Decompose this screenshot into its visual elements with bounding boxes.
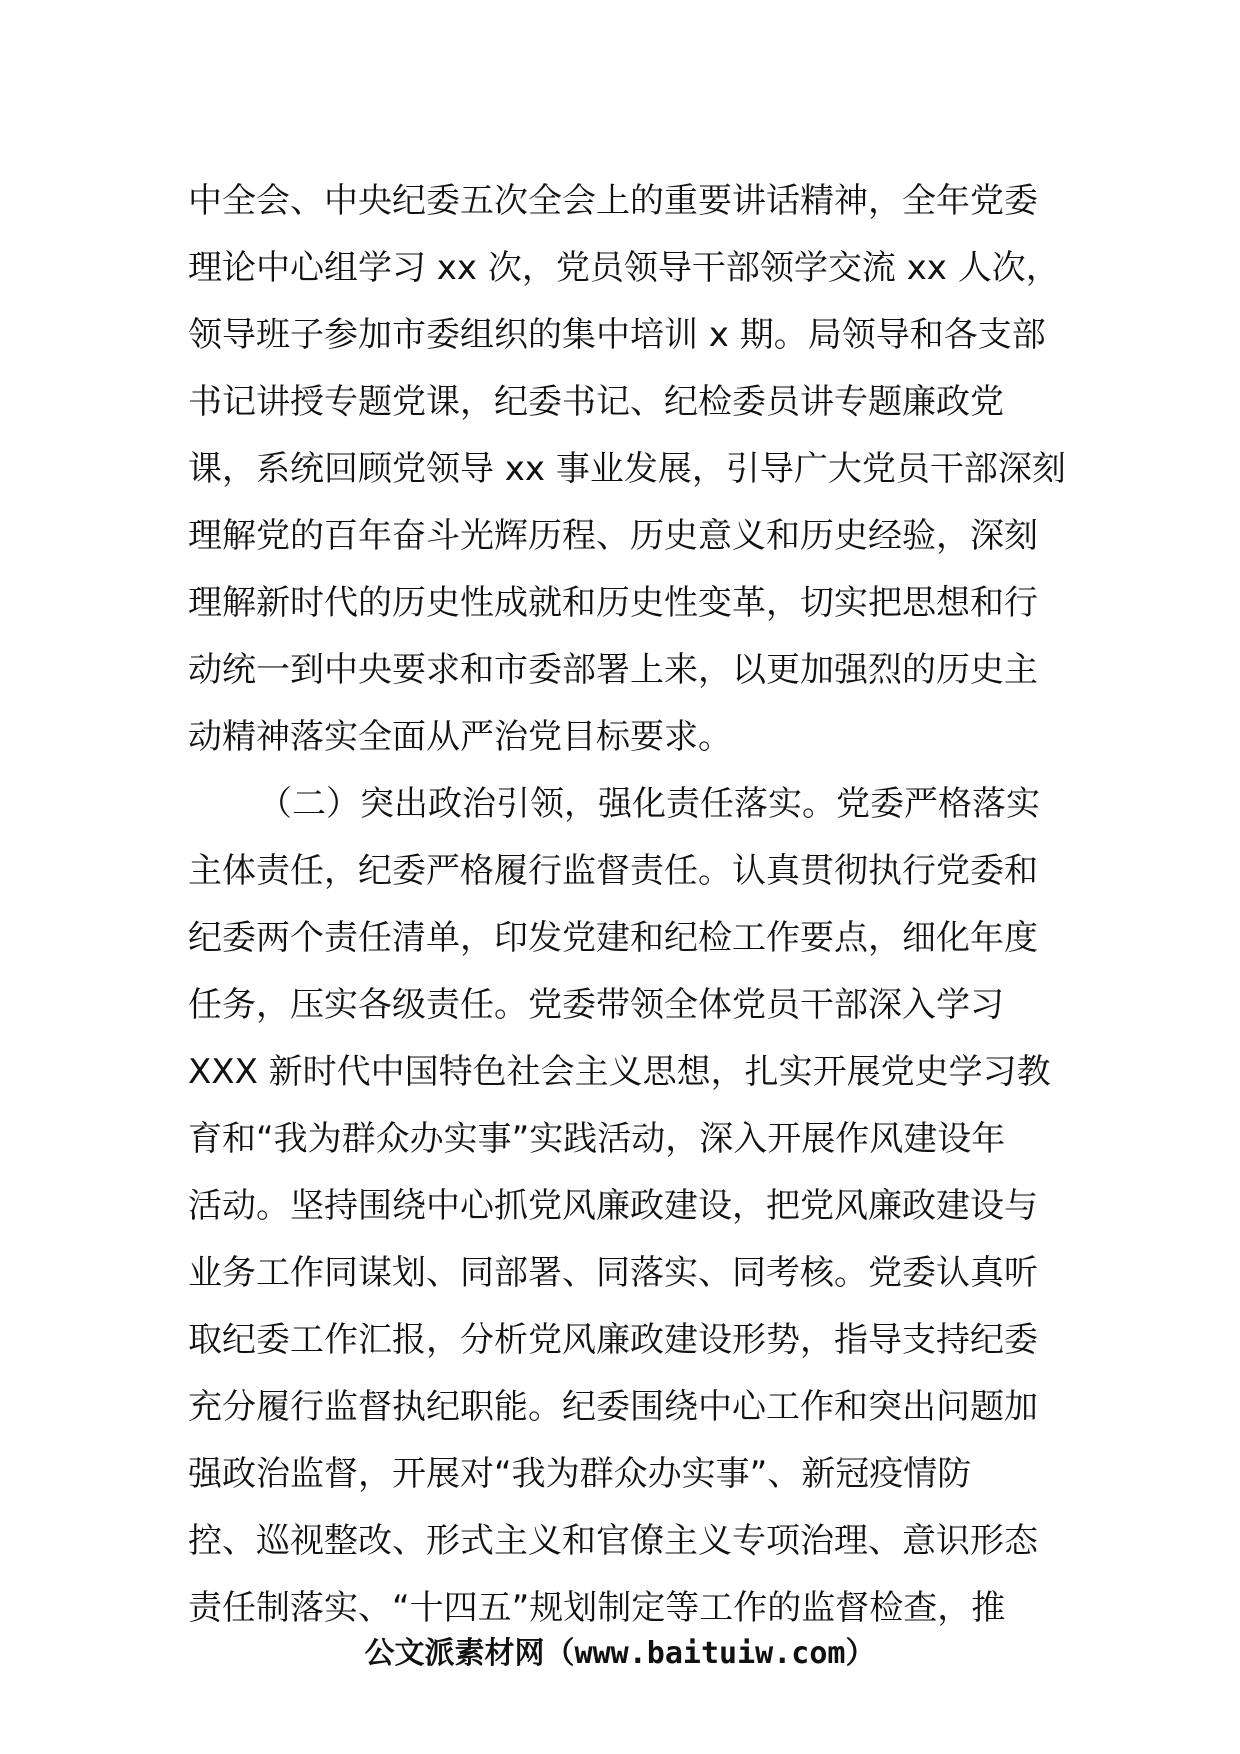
footer-url: （www.baituiw.com） (544, 1636, 876, 1671)
text-line: 理论中心组学习 xx 次，党员领导干部领学交流 xx 人次， (188, 248, 1060, 288)
text-line: XXX 新时代中国特色社会主义思想，扎实开展党史学习教 (188, 1052, 1051, 1092)
text-line: 动统一到中央要求和市委部署上来，以更加强烈的历史主 (188, 650, 1038, 690)
footer-watermark (0, 1628, 1240, 1672)
text-line: 课，系统回顾党领导 xx 事业发展，引导广大党员干部深刻 (188, 449, 1066, 489)
body-text (188, 168, 1066, 1642)
text-line: 控、巡视整改、形式主义和官僚主义专项治理、意识形态 (188, 1521, 1038, 1561)
text-line: 强政治监督，开展对“我为群众办实事”、新冠疫情防 (188, 1454, 972, 1494)
text-line: 主体责任，纪委严格履行监督责任。认真贯彻执行党委和 (188, 851, 1038, 891)
section-heading-line: （二）突出政治引领，强化责任落实。党委严格落实 (258, 784, 1040, 824)
text-line: 纪委两个责任清单，印发党建和纪检工作要点，细化年度 (188, 918, 1038, 958)
text-line: 中全会、中央纪委五次全会上的重要讲话精神，全年党委 (188, 181, 1038, 221)
text-line: 书记讲授专题党课，纪委书记、纪检委员讲专题廉政党 (188, 382, 1004, 422)
text-line: 活动。坚持围绕中心抓党风廉政建设，把党风廉政建设与 (188, 1186, 1038, 1226)
text-line: 业务工作同谋划、同部署、同落实、同考核。党委认真听 (188, 1253, 1038, 1293)
text-line: 任务，压实各级责任。党委带领全体党员干部深入学习 (188, 985, 1004, 1025)
text-line: 育和“我为群众办实事”实践活动，深入开展作风建设年 (188, 1119, 1006, 1159)
text-line: 充分履行监督执纪职能。纪委围绕中心工作和突出问题加 (188, 1387, 1038, 1427)
text-line: 取纪委工作汇报，分析党风廉政建设形势，指导支持纪委 (188, 1320, 1038, 1360)
text-line: 理解党的百年奋斗光辉历程、历史意义和历史经验，深刻 (188, 516, 1038, 556)
text-line: 责任制落实、“十四五”规划制定等工作的监督检查，推 (188, 1588, 1006, 1628)
text-line: 动精神落实全面从严治党目标要求。 (188, 717, 732, 757)
text-line: 理解新时代的历史性成就和历史性变革，切实把思想和行 (188, 583, 1038, 623)
text-line: 领导班子参加市委组织的集中培训 x 期。局领导和各支部 (188, 315, 1046, 355)
footer-site-name: 公文派素材网 (364, 1636, 545, 1671)
